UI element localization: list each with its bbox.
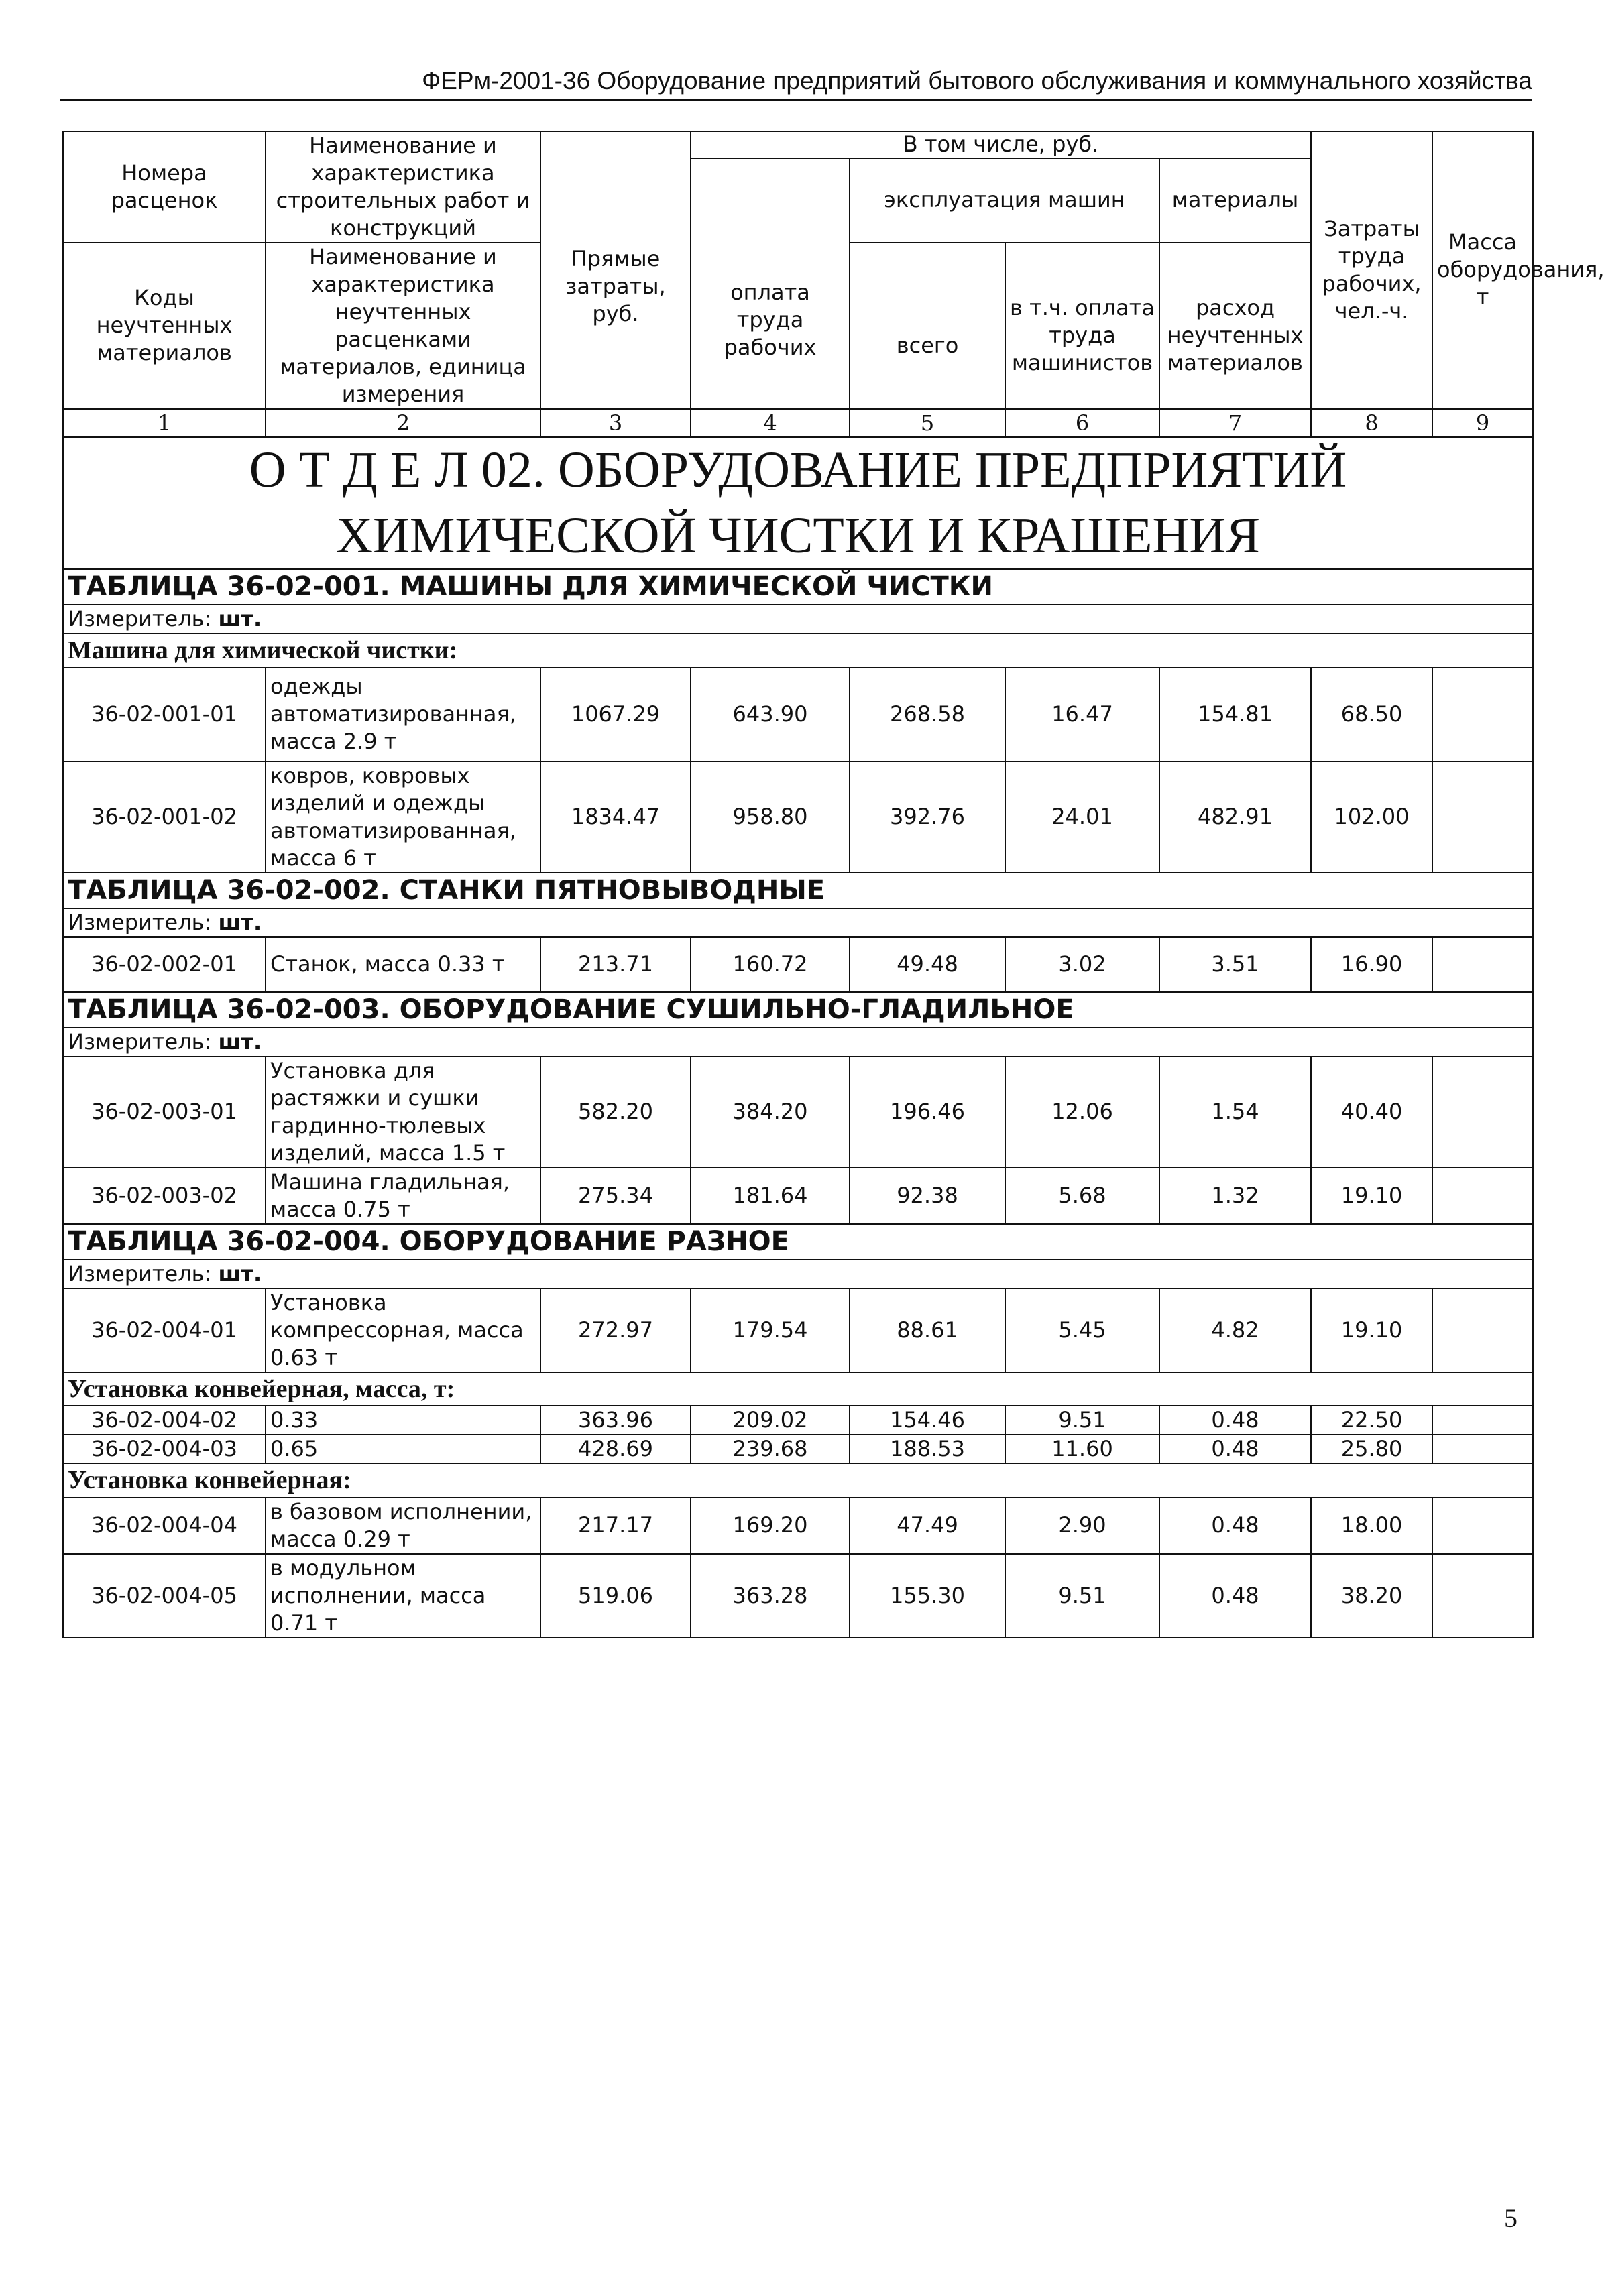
table-row — [63, 937, 1533, 992]
rates-table — [62, 131, 1604, 1638]
labor-hours: 18.00 — [1311, 1498, 1432, 1554]
machines-total: 92.38 — [850, 1168, 1005, 1224]
work-name: в модульном исполнении, масса 0.71 т — [266, 1554, 540, 1638]
group-title: Машина для химической чистки: — [63, 633, 1533, 668]
page-number: 5 — [1504, 2203, 1517, 2233]
table-title-row — [63, 873, 1533, 908]
machinist-pay: 9.51 — [1005, 1406, 1159, 1435]
equipment-mass — [1432, 762, 1533, 873]
table-row — [63, 1498, 1533, 1554]
header-material-codes: Коды неучтенных материалов — [63, 243, 266, 409]
machinist-pay: 2.90 — [1005, 1498, 1159, 1554]
group-title: Установка конвейерная: — [63, 1463, 1533, 1498]
direct-costs: 428.69 — [540, 1435, 691, 1463]
table-row — [63, 1435, 1533, 1463]
work-name: 0.33 — [266, 1406, 540, 1435]
machinist-pay: 12.06 — [1005, 1056, 1159, 1168]
unit-label: Измеритель: — [68, 606, 212, 632]
header-worker-pay: оплата труда рабочих — [691, 158, 850, 409]
direct-costs: 272.97 — [540, 1288, 691, 1372]
header-materials: материалы — [1159, 158, 1311, 243]
materials-cost: 0.48 — [1159, 1554, 1311, 1638]
machines-total: 154.46 — [850, 1406, 1005, 1435]
unit-line — [63, 1260, 1533, 1288]
col-number: 4 — [691, 409, 850, 438]
rate-code: 36-02-001-01 — [63, 668, 266, 762]
unit-row — [63, 1260, 1533, 1288]
col-number: 8 — [1311, 409, 1432, 438]
direct-costs: 582.20 — [540, 1056, 691, 1168]
unit-row — [63, 908, 1533, 937]
labor-hours: 19.10 — [1311, 1168, 1432, 1224]
worker-pay: 239.68 — [691, 1435, 850, 1463]
materials-cost: 1.32 — [1159, 1168, 1311, 1224]
worker-pay: 643.90 — [691, 668, 850, 762]
header-work-name: Наименование и характеристика строительных работ и конструкций — [266, 131, 540, 243]
machinist-pay: 24.01 — [1005, 762, 1159, 873]
work-name: одежды автоматизированная, масса 2.9 т — [266, 668, 540, 762]
direct-costs: 1834.47 — [540, 762, 691, 873]
direct-costs: 363.96 — [540, 1406, 691, 1435]
unit-value: шт. — [218, 606, 262, 632]
header-direct-costs: Прямые затраты, руб. — [540, 131, 691, 409]
worker-pay: 209.02 — [691, 1406, 850, 1435]
machinist-pay: 5.45 — [1005, 1288, 1159, 1372]
equipment-mass — [1432, 937, 1533, 992]
group-row — [63, 1372, 1533, 1406]
unit-value: шт. — [218, 1028, 262, 1054]
machines-total: 47.49 — [850, 1498, 1005, 1554]
unit-line — [63, 605, 1533, 633]
direct-costs: 213.71 — [540, 937, 691, 992]
header-row-1 — [63, 131, 1533, 158]
col-number: 3 — [540, 409, 691, 438]
machines-total: 88.61 — [850, 1288, 1005, 1372]
direct-costs: 217.17 — [540, 1498, 691, 1554]
col-number: 1 — [63, 409, 266, 438]
materials-cost: 0.48 — [1159, 1435, 1311, 1463]
labor-hours: 19.10 — [1311, 1288, 1432, 1372]
work-name: ковров, ковровых изделий и одежды автоматизированная, масса 6 т — [266, 762, 540, 873]
equipment-mass — [1432, 1168, 1533, 1224]
rate-code: 36-02-002-01 — [63, 937, 266, 992]
work-name: Машина гладильная, масса 0.75 т — [266, 1168, 540, 1224]
header-machine-operation: эксплуатация машин — [850, 158, 1159, 243]
labor-hours: 25.80 — [1311, 1435, 1432, 1463]
equipment-mass — [1432, 668, 1533, 762]
machinist-pay: 5.68 — [1005, 1168, 1159, 1224]
work-name: Станок, масса 0.33 т — [266, 937, 540, 992]
column-numbers-row — [63, 409, 1533, 438]
col-number: 9 — [1432, 409, 1533, 438]
worker-pay: 384.20 — [691, 1056, 850, 1168]
table-title: ТАБЛИЦА 36-02-003. ОБОРУДОВАНИЕ СУШИЛЬНО-ГЛАДИЛЬНОЕ — [63, 992, 1533, 1028]
materials-cost: 482.91 — [1159, 762, 1311, 873]
materials-cost: 3.51 — [1159, 937, 1311, 992]
rate-code: 36-02-004-03 — [63, 1435, 266, 1463]
table-row — [63, 1168, 1533, 1224]
materials-cost: 1.54 — [1159, 1056, 1311, 1168]
unit-row — [63, 605, 1533, 633]
machinist-pay: 11.60 — [1005, 1435, 1159, 1463]
department-row — [63, 437, 1533, 569]
col-number: 5 — [850, 409, 1005, 438]
labor-hours: 102.00 — [1311, 762, 1432, 873]
table-title-row — [63, 569, 1533, 605]
header-unaccounted-materials: расход неучтенных материалов — [1159, 243, 1311, 409]
machines-total: 49.48 — [850, 937, 1005, 992]
rate-code: 36-02-003-01 — [63, 1056, 266, 1168]
equipment-mass — [1432, 1435, 1533, 1463]
rate-code: 36-02-001-02 — [63, 762, 266, 873]
materials-cost: 0.48 — [1159, 1406, 1311, 1435]
equipment-mass — [1432, 1406, 1533, 1435]
table-row — [63, 668, 1533, 762]
equipment-mass — [1432, 1056, 1533, 1168]
materials-cost: 4.82 — [1159, 1288, 1311, 1372]
rate-code: 36-02-004-01 — [63, 1288, 266, 1372]
rate-code: 36-02-004-05 — [63, 1554, 266, 1638]
labor-hours: 22.50 — [1311, 1406, 1432, 1435]
col-number: 2 — [266, 409, 540, 438]
table-title: ТАБЛИЦА 36-02-001. МАШИНЫ ДЛЯ ХИМИЧЕСКОЙ ЧИСТКИ — [63, 569, 1533, 605]
worker-pay: 181.64 — [691, 1168, 850, 1224]
group-row — [63, 1463, 1533, 1498]
header-machines-total: всего — [850, 243, 1005, 409]
header-machinist-pay: в т.ч. оплата труда машинистов — [1005, 243, 1159, 409]
machines-total: 155.30 — [850, 1554, 1005, 1638]
materials-cost: 154.81 — [1159, 668, 1311, 762]
table-row — [63, 1554, 1533, 1638]
header-labor-hours: Затраты труда рабочих, чел.-ч. — [1311, 131, 1432, 409]
running-head: ФЕРм-2001-36 Оборудование предприятий бытового обслуживания и коммунального хозяйства — [60, 67, 1532, 101]
machines-total: 268.58 — [850, 668, 1005, 762]
work-name: 0.65 — [266, 1435, 540, 1463]
unit-label: Измеритель: — [68, 1260, 212, 1286]
table-title-row — [63, 992, 1533, 1028]
rate-code: 36-02-003-02 — [63, 1168, 266, 1224]
table-row — [63, 1406, 1533, 1435]
direct-costs: 1067.29 — [540, 668, 691, 762]
table-title-row — [63, 1224, 1533, 1260]
group-title: Установка конвейерная, масса, т: — [63, 1372, 1533, 1406]
unit-line — [63, 908, 1533, 937]
header-material-names: Наименование и характеристика неучтенных расценками материалов, единица измерения — [266, 243, 540, 409]
labor-hours: 38.20 — [1311, 1554, 1432, 1638]
direct-costs: 275.34 — [540, 1168, 691, 1224]
work-name: Установка для растяжки и сушки гардинно-тюлевых изделий, масса 1.5 т — [266, 1056, 540, 1168]
machinist-pay: 3.02 — [1005, 937, 1159, 992]
machinist-pay: 16.47 — [1005, 668, 1159, 762]
direct-costs: 519.06 — [540, 1554, 691, 1638]
table-title: ТАБЛИЦА 36-02-002. СТАНКИ ПЯТНОВЫВОДНЫЕ — [63, 873, 1533, 908]
labor-hours: 68.50 — [1311, 668, 1432, 762]
worker-pay: 363.28 — [691, 1554, 850, 1638]
materials-cost: 0.48 — [1159, 1498, 1311, 1554]
unit-value: шт. — [218, 909, 262, 935]
machinist-pay: 9.51 — [1005, 1554, 1159, 1638]
unit-line — [63, 1028, 1533, 1056]
header-rate-numbers: Номера расценок — [63, 131, 266, 243]
rate-code: 36-02-004-04 — [63, 1498, 266, 1554]
rate-code: 36-02-004-02 — [63, 1406, 266, 1435]
equipment-mass — [1432, 1554, 1533, 1638]
table-row — [63, 762, 1533, 873]
worker-pay: 160.72 — [691, 937, 850, 992]
labor-hours: 40.40 — [1311, 1056, 1432, 1168]
worker-pay: 179.54 — [691, 1288, 850, 1372]
equipment-mass — [1432, 1288, 1533, 1372]
department-title-text: О Т Д Е Л 02. ОБОРУДОВАНИЕ ПРЕДПРИЯТИЙ ХИМИЧЕСКОЙ ЧИСТКИ И КРАШЕНИЯ — [249, 442, 1347, 564]
col-number: 7 — [1159, 409, 1311, 438]
unit-label: Измеритель: — [68, 1028, 212, 1054]
unit-row — [63, 1028, 1533, 1056]
col-number: 6 — [1005, 409, 1159, 438]
header-including: В том числе, руб. — [691, 131, 1311, 158]
worker-pay: 169.20 — [691, 1498, 850, 1554]
machines-total: 392.76 — [850, 762, 1005, 873]
group-row — [63, 633, 1533, 668]
header-equipment-mass: Масса оборудования, т — [1432, 131, 1533, 409]
unit-label: Измеритель: — [68, 909, 212, 935]
labor-hours: 16.90 — [1311, 937, 1432, 992]
work-name: в базовом исполнении, масса 0.29 т — [266, 1498, 540, 1554]
worker-pay: 958.80 — [691, 762, 850, 873]
machines-total: 188.53 — [850, 1435, 1005, 1463]
table-row — [63, 1288, 1533, 1372]
table-row — [63, 1056, 1533, 1168]
equipment-mass — [1432, 1498, 1533, 1554]
table-title: ТАБЛИЦА 36-02-004. ОБОРУДОВАНИЕ РАЗНОЕ — [63, 1224, 1533, 1260]
department-title — [63, 437, 1533, 569]
work-name: Установка компрессорная, масса 0.63 т — [266, 1288, 540, 1372]
unit-value: шт. — [218, 1260, 262, 1286]
machines-total: 196.46 — [850, 1056, 1005, 1168]
